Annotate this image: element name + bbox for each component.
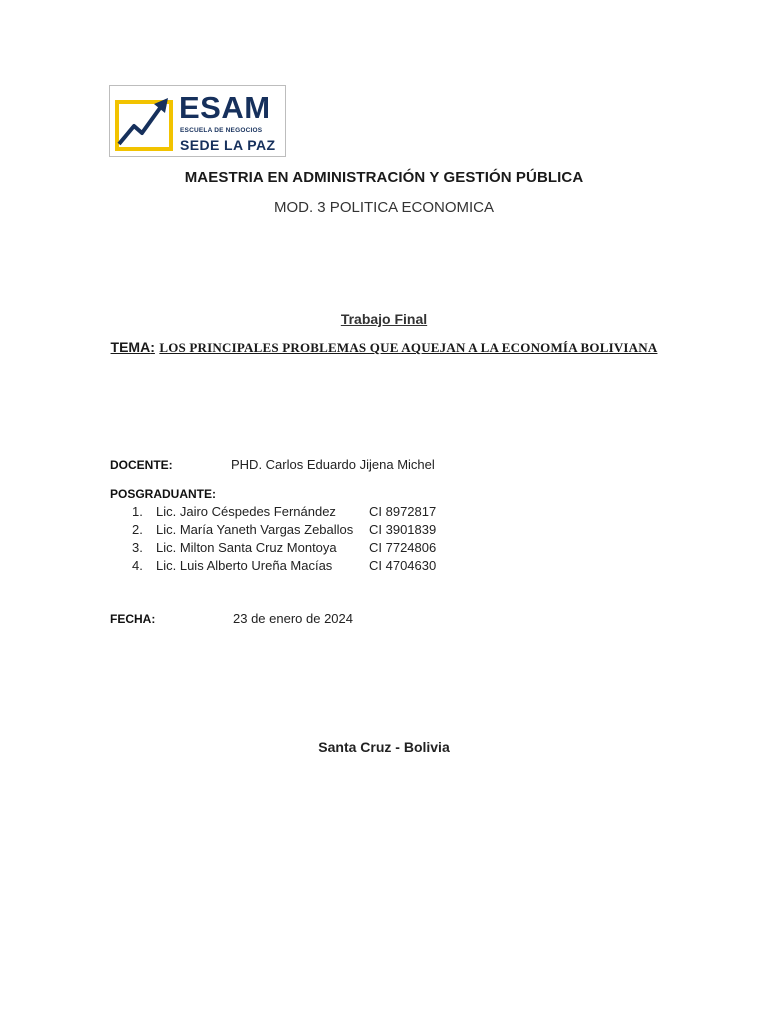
program-title: MAESTRIA EN ADMINISTRACIÓN Y GESTIÓN PÚBLICA (184, 169, 584, 186)
module-title: MOD. 3 POLITICA ECONOMICA (273, 199, 495, 216)
list-number: 1. (132, 504, 143, 519)
list-item (132, 557, 436, 575)
list-number: 3. (132, 540, 143, 555)
logo-campus: SEDE LA PAZ (180, 137, 276, 153)
logo-subtitle: ESCUELA DE NEGOCIOS (180, 127, 263, 134)
list-item (132, 503, 436, 521)
student-ci: CI 8972817 (369, 504, 437, 519)
logo-brand: ESAM (179, 90, 271, 125)
esam-logo (109, 85, 286, 157)
fecha-value: 23 de enero de 2024 (233, 611, 353, 626)
student-ci: CI 7724806 (369, 540, 437, 555)
list-item (132, 521, 436, 539)
topic-text: LOS PRINCIPALES PROBLEMAS QUE AQUEJAN A LA ECONOMÍA BOLIVIANA (159, 340, 658, 355)
student-list (132, 503, 436, 575)
topic-colon: : (150, 339, 155, 355)
topic-label: TEMA (110, 339, 151, 355)
student-name: Lic. María Yaneth Vargas Zeballos (156, 522, 354, 537)
student-ci: CI 3901839 (369, 522, 437, 537)
place-text: Santa Cruz - Bolivia (318, 739, 450, 755)
posgraduante-label: POSGRADUANTE: (110, 487, 217, 501)
student-ci: CI 4704630 (369, 558, 437, 573)
work-type: Trabajo Final (340, 311, 428, 327)
list-item (132, 539, 436, 557)
student-name: Lic. Milton Santa Cruz Montoya (156, 540, 337, 555)
docente-label: DOCENTE: (110, 458, 173, 472)
topic-block (100, 338, 668, 357)
list-number: 4. (132, 558, 143, 573)
list-number: 2. (132, 522, 143, 537)
docente-name: PHD. Carlos Eduardo Jijena Michel (231, 457, 435, 472)
fecha-label: FECHA: (110, 612, 156, 626)
student-name: Lic. Luis Alberto Ureña Macías (156, 558, 333, 573)
student-name: Lic. Jairo Céspedes Fernández (156, 504, 336, 519)
